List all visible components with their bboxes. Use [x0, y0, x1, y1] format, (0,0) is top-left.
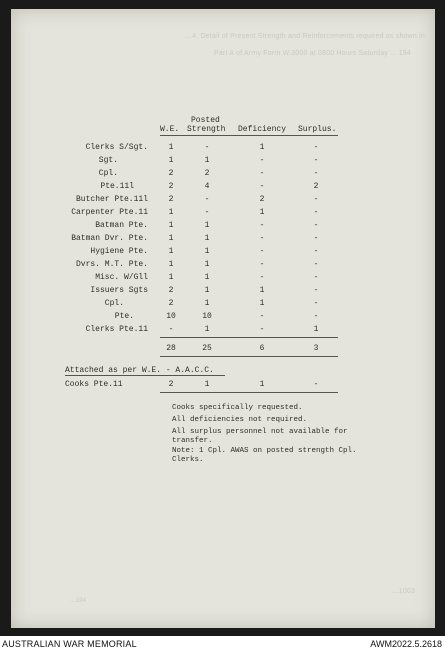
- row-posted: 2: [204, 169, 210, 178]
- table-row: [0, 299, 445, 311]
- table-row: [0, 260, 445, 272]
- table-row: [0, 325, 445, 337]
- row-surplus: -: [313, 247, 319, 256]
- row-we: 1: [168, 234, 174, 243]
- row-deficiency: 2: [259, 195, 265, 204]
- attached-heading-underline: [65, 375, 225, 376]
- row-posted: 1: [204, 325, 210, 334]
- row-deficiency: -: [259, 182, 265, 191]
- row-surplus: -: [313, 143, 319, 152]
- row-surplus: -: [313, 299, 319, 308]
- table-row: [0, 169, 445, 181]
- archive-footer: [0, 636, 445, 653]
- row-deficiency: -: [259, 234, 265, 243]
- row-label: Hygiene Pte.: [90, 247, 148, 256]
- row-label: Pte.11l: [100, 182, 134, 191]
- row-posted: 1: [204, 286, 210, 295]
- row-deficiency: -: [259, 169, 265, 178]
- row-label: Clerks Pte.11: [85, 325, 148, 334]
- attached-row: [0, 380, 445, 392]
- row-posted: 10: [202, 312, 212, 321]
- table-row: [0, 312, 445, 324]
- table-row: [0, 286, 445, 298]
- archive-accession-number: AWM2022.5.2618: [370, 639, 442, 649]
- total-deficiency: 6: [259, 344, 265, 353]
- row-posted: -: [204, 208, 210, 217]
- row-posted: 1: [204, 234, 210, 243]
- header-deficiency: Deficiency: [238, 125, 287, 134]
- row-deficiency: -: [259, 325, 265, 334]
- table-row: [0, 208, 445, 220]
- row-we: 1: [168, 221, 174, 230]
- row-we: 1: [168, 273, 174, 282]
- row-label: Cpl.: [98, 169, 118, 178]
- total-surplus: 3: [313, 344, 319, 353]
- row-surplus: -: [313, 156, 319, 165]
- table-row: [0, 143, 445, 155]
- note-cooks: Cooks specifically requested.: [172, 404, 303, 412]
- row-we: 2: [168, 286, 174, 295]
- table-row: [0, 182, 445, 194]
- table-row: [0, 234, 445, 246]
- table-row: [0, 156, 445, 168]
- row-we: 2: [168, 182, 174, 191]
- attached-heading: Attached as per W.E. - A.A.C.C.: [65, 366, 214, 375]
- attached-deficiency: 1: [259, 380, 265, 389]
- row-we: 2: [168, 299, 174, 308]
- row-deficiency: -: [259, 273, 265, 282]
- row-label: Butcher Pte.11l: [75, 195, 148, 204]
- row-surplus: 1: [313, 325, 319, 334]
- row-we: 1: [168, 260, 174, 269]
- row-deficiency: 1: [259, 208, 265, 217]
- row-deficiency: -: [259, 312, 265, 321]
- row-label: Sgt.: [98, 156, 118, 165]
- row-deficiency: 1: [259, 299, 265, 308]
- row-surplus: -: [313, 273, 319, 282]
- total-we: 28: [166, 344, 176, 353]
- row-posted: 1: [204, 247, 210, 256]
- table-row: [0, 273, 445, 285]
- row-deficiency: 1: [259, 286, 265, 295]
- header-surplus: Surplus.: [298, 125, 337, 134]
- attached-we: 2: [168, 380, 174, 389]
- table-row: [0, 247, 445, 259]
- attached-surplus: -: [313, 380, 319, 389]
- row-posted: 1: [204, 273, 210, 282]
- row-surplus: -: [313, 312, 319, 321]
- row-posted: 1: [204, 156, 210, 165]
- row-deficiency: -: [259, 260, 265, 269]
- row-surplus: 2: [313, 182, 319, 191]
- attached-rule: [160, 392, 338, 393]
- note-deficiencies: All deficiencies not required.: [172, 416, 308, 424]
- row-label: Batman Dvr. Pte.: [71, 234, 148, 243]
- row-label: Pte.: [114, 312, 134, 321]
- row-posted: 4: [204, 182, 210, 191]
- attached-label: Cooks Pte.11: [65, 380, 123, 389]
- totals-row: [0, 344, 445, 356]
- total-posted: 25: [202, 344, 212, 353]
- note-surplus: All surplus personnel not available for transfer.: [172, 428, 348, 445]
- row-deficiency: 1: [259, 143, 265, 152]
- totals-rule-bottom: [160, 356, 338, 357]
- row-we: 2: [168, 169, 174, 178]
- table-row: [0, 195, 445, 207]
- table-row: [0, 221, 445, 233]
- row-surplus: -: [313, 195, 319, 204]
- archive-credit: AUSTRALIAN WAR MEMORIAL: [2, 639, 137, 649]
- row-posted: 1: [204, 299, 210, 308]
- header-strength: Strength: [187, 125, 226, 134]
- row-we: 2: [168, 195, 174, 204]
- header-posted: Posted: [191, 116, 220, 125]
- bleed-through-line-1: ...4. Detail of Present Strength and Reinforcements required as shown in: [185, 33, 425, 40]
- row-posted: 1: [204, 221, 210, 230]
- row-deficiency: -: [259, 247, 265, 256]
- row-label: Misc. W/Gll: [95, 273, 148, 282]
- row-surplus: -: [313, 234, 319, 243]
- row-surplus: -: [313, 286, 319, 295]
- row-label: Issuers Sgts: [90, 286, 148, 295]
- bleed-through-footer: ...194: [70, 598, 87, 604]
- row-surplus: -: [313, 221, 319, 230]
- row-label: Clerks S/Sgt.: [85, 143, 148, 152]
- row-label: Carpenter Pte.11: [71, 208, 148, 217]
- row-surplus: -: [313, 260, 319, 269]
- row-label: Cpl.: [104, 299, 124, 308]
- row-deficiency: -: [259, 156, 265, 165]
- header-rule: [160, 135, 338, 136]
- row-posted: 1: [204, 260, 210, 269]
- note-awas: Note: 1 Cpl. AWAS on posted strength Cpl. Clerks.: [172, 447, 357, 464]
- row-posted: -: [204, 195, 210, 204]
- attached-posted: 1: [204, 380, 210, 389]
- row-surplus: -: [313, 208, 319, 217]
- bleed-through-line-2: Part A of Army Form W.3008 at 0800 Hours Saturday ... 194: [214, 50, 411, 57]
- row-label: Dvrs. M.T. Pte.: [75, 260, 148, 269]
- row-we: 1: [168, 247, 174, 256]
- row-we: 1: [168, 156, 174, 165]
- row-surplus: -: [313, 169, 319, 178]
- bleed-through-stamp: ...1003: [392, 588, 415, 595]
- row-posted: -: [204, 143, 210, 152]
- row-we: 10: [166, 312, 176, 321]
- row-we: 1: [168, 143, 174, 152]
- totals-rule-top: [160, 337, 338, 338]
- row-label: Batman Pte.: [95, 221, 148, 230]
- row-we: 1: [168, 208, 174, 217]
- row-deficiency: -: [259, 221, 265, 230]
- header-we: W.E.: [160, 125, 180, 134]
- row-we: -: [168, 325, 174, 334]
